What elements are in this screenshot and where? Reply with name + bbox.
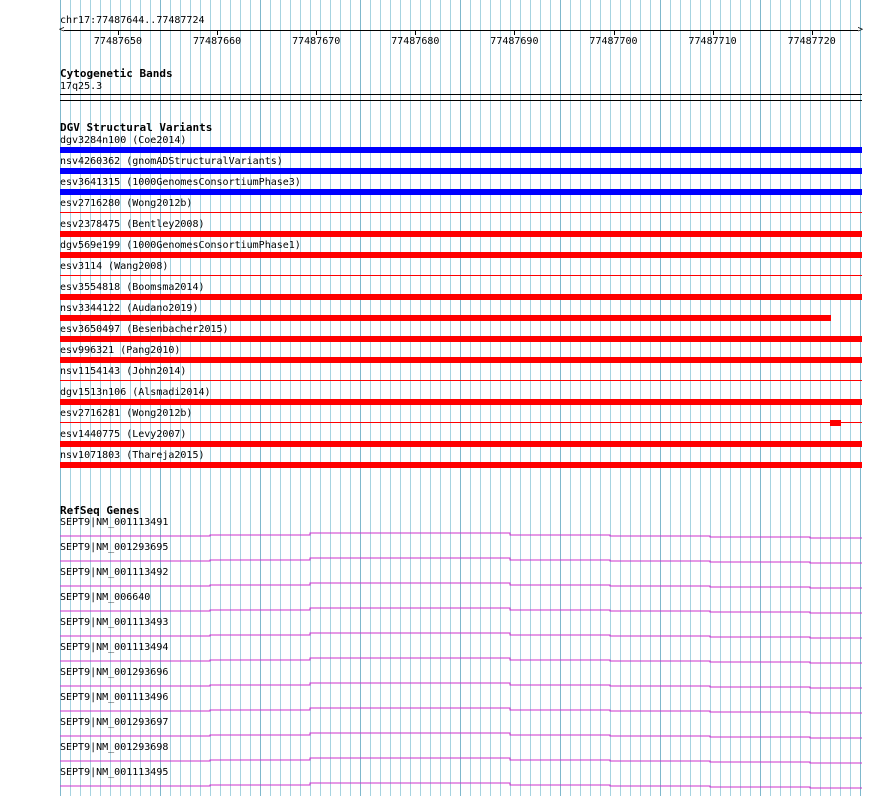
cytoband-track-title[interactable]: Cytogenetic Bands <box>60 67 173 80</box>
dgv-track-title[interactable]: DGV Structural Variants <box>60 121 213 134</box>
refseq-gene-intron-line[interactable] <box>60 673 862 693</box>
dgv-feature[interactable] <box>60 259 862 280</box>
refseq-track-title[interactable]: RefSeq Genes <box>60 504 140 517</box>
dgv-feature-line[interactable] <box>60 212 862 213</box>
dgv-feature-bar[interactable] <box>60 357 862 363</box>
gene-intron-path <box>60 583 862 588</box>
coordinate-ruler[interactable] <box>60 26 862 48</box>
gene-intron-path <box>60 758 862 763</box>
dgv-feature-label[interactable]: dgv1513n106 (Alsmadi2014) <box>60 387 211 398</box>
dgv-feature[interactable] <box>60 196 862 217</box>
dgv-feature-label[interactable]: dgv3284n100 (Coe2014) <box>60 135 187 146</box>
refseq-gene[interactable] <box>60 692 862 717</box>
refseq-gene-label[interactable]: SEPT9|NM_001113491 <box>60 517 169 528</box>
refseq-gene[interactable] <box>60 517 862 542</box>
dgv-feature-bar[interactable] <box>830 420 841 426</box>
refseq-gene-intron-line[interactable] <box>60 598 862 618</box>
dgv-feature-label[interactable]: esv2716280 (Wong2012b) <box>60 198 193 209</box>
dgv-feature-bar[interactable] <box>60 441 862 447</box>
refseq-gene-intron-line[interactable] <box>60 723 862 743</box>
refseq-gene[interactable] <box>60 742 862 767</box>
ruler-tick <box>118 31 119 35</box>
ruler-left-arrow-icon[interactable]: < <box>59 25 65 35</box>
refseq-gene-label[interactable]: SEPT9|NM_006640 <box>60 592 151 603</box>
refseq-gene[interactable] <box>60 592 862 617</box>
gene-intron-path <box>60 658 862 663</box>
dgv-feature-label[interactable]: nsv1071803 (Thareja2015) <box>60 450 205 461</box>
ruler-tick <box>713 31 714 35</box>
dgv-feature-bar[interactable] <box>60 462 862 468</box>
dgv-feature-bar[interactable] <box>60 336 862 342</box>
gene-intron-path <box>60 533 862 538</box>
refseq-gene-intron-line[interactable] <box>60 548 862 568</box>
refseq-gene-intron-line[interactable] <box>60 648 862 668</box>
refseq-gene-label[interactable]: SEPT9|NM_001113495 <box>60 767 169 778</box>
gene-intron-path <box>60 783 862 788</box>
dgv-feature[interactable] <box>60 154 862 175</box>
refseq-gene[interactable] <box>60 617 862 642</box>
dgv-feature[interactable] <box>60 343 862 364</box>
dgv-feature[interactable] <box>60 364 862 385</box>
ruler-tick-label: 77487660 <box>193 36 242 47</box>
dgv-feature-label[interactable]: esv3554818 (Boomsma2014) <box>60 282 205 293</box>
dgv-feature-line[interactable] <box>60 380 862 381</box>
refseq-gene[interactable] <box>60 717 862 742</box>
refseq-gene-intron-line[interactable] <box>60 698 862 718</box>
location-label: chr17:77487644..77487724 <box>60 15 205 26</box>
ruler-tick-label: 77487680 <box>391 36 440 47</box>
dgv-feature-label[interactable]: nsv4260362 (gnomADStructuralVariants) <box>60 156 283 167</box>
ruler-tick <box>514 31 515 35</box>
refseq-gene-intron-line[interactable] <box>60 523 862 543</box>
dgv-feature[interactable] <box>60 175 862 196</box>
refseq-gene[interactable] <box>60 667 862 692</box>
ruler-tick <box>614 31 615 35</box>
ruler-tick <box>316 31 317 35</box>
refseq-gene-label[interactable]: SEPT9|NM_001113492 <box>60 567 169 578</box>
dgv-feature-label[interactable]: esv3114 (Wang2008) <box>60 261 169 272</box>
track-divider <box>60 100 862 101</box>
dgv-feature-label[interactable]: nsv1154143 (John2014) <box>60 366 187 377</box>
gene-intron-path <box>60 633 862 638</box>
cytoband-bar[interactable] <box>60 94 862 95</box>
dgv-feature-label[interactable]: dgv569e199 (1000GenomesConsortiumPhase1) <box>60 240 301 251</box>
ruler-tick <box>217 31 218 35</box>
refseq-gene-label[interactable]: SEPT9|NM_001293698 <box>60 742 169 753</box>
ruler-tick-label: 77487720 <box>787 36 836 47</box>
dgv-feature-label[interactable]: nsv3344122 (Audano2019) <box>60 303 199 314</box>
ruler-tick <box>415 31 416 35</box>
gene-intron-path <box>60 683 862 688</box>
dgv-feature-label[interactable]: esv3650497 (Besenbacher2015) <box>60 324 229 335</box>
dgv-feature[interactable] <box>60 301 862 322</box>
refseq-gene-label[interactable]: SEPT9|NM_001113496 <box>60 692 169 703</box>
gene-intron-path <box>60 558 862 563</box>
gene-intron-path <box>60 608 862 613</box>
dgv-feature[interactable] <box>60 280 862 301</box>
dgv-feature-label[interactable]: esv2716281 (Wong2012b) <box>60 408 193 419</box>
dgv-feature-bar[interactable] <box>60 399 862 405</box>
refseq-gene-label[interactable]: SEPT9|NM_001113493 <box>60 617 169 628</box>
refseq-gene[interactable] <box>60 567 862 592</box>
gene-intron-path <box>60 733 862 738</box>
refseq-gene-intron-line[interactable] <box>60 773 862 793</box>
dgv-feature-bar[interactable] <box>60 231 862 237</box>
ruler-tick-label: 77487690 <box>490 36 539 47</box>
gene-intron-path <box>60 708 862 713</box>
ruler-tick-label: 77487670 <box>292 36 341 47</box>
dgv-feature-bar[interactable] <box>60 147 862 153</box>
dgv-feature-bar[interactable] <box>60 168 862 174</box>
refseq-gene-label[interactable]: SEPT9|NM_001293696 <box>60 667 169 678</box>
dgv-feature[interactable] <box>60 406 862 427</box>
ruler-axis <box>64 30 858 31</box>
dgv-feature-bar[interactable] <box>60 189 862 195</box>
refseq-gene-label[interactable]: SEPT9|NM_001293697 <box>60 717 169 728</box>
dgv-feature-bar[interactable] <box>60 294 862 300</box>
cytoband-label[interactable]: 17q25.3 <box>60 81 103 92</box>
ruler-tick-label: 77487650 <box>93 36 143 47</box>
refseq-gene-label[interactable]: SEPT9|NM_001293695 <box>60 542 169 553</box>
refseq-gene-intron-line[interactable] <box>60 573 862 593</box>
ruler-right-arrow-icon[interactable]: > <box>857 25 863 35</box>
dgv-feature[interactable] <box>60 385 862 406</box>
dgv-feature-line[interactable] <box>60 422 862 423</box>
ruler-tick-label: 77487700 <box>589 36 638 47</box>
refseq-gene[interactable] <box>60 767 862 792</box>
dgv-feature[interactable] <box>60 238 862 259</box>
dgv-feature-line[interactable] <box>60 275 862 276</box>
refseq-gene-intron-line[interactable] <box>60 623 862 643</box>
dgv-feature[interactable] <box>60 448 862 469</box>
dgv-feature-label[interactable]: esv2378475 (Bentley2008) <box>60 219 205 230</box>
dgv-feature[interactable] <box>60 427 862 448</box>
dgv-feature[interactable] <box>60 217 862 238</box>
dgv-feature[interactable] <box>60 133 862 154</box>
dgv-feature[interactable] <box>60 322 862 343</box>
refseq-gene-intron-line[interactable] <box>60 748 862 768</box>
dgv-feature-label[interactable]: esv996321 (Pang2010) <box>60 345 181 356</box>
refseq-gene[interactable] <box>60 542 862 567</box>
refseq-gene-label[interactable]: SEPT9|NM_001113494 <box>60 642 169 653</box>
dgv-feature-bar[interactable] <box>60 315 831 321</box>
ruler-tick <box>812 31 813 35</box>
ruler-tick-label: 77487710 <box>688 36 737 47</box>
dgv-feature-label[interactable]: esv3641315 (1000GenomesConsortiumPhase3) <box>60 177 301 188</box>
dgv-feature-bar[interactable] <box>60 252 862 258</box>
refseq-gene[interactable] <box>60 642 862 667</box>
dgv-feature-label[interactable]: esv1440775 (Levy2007) <box>60 429 187 440</box>
